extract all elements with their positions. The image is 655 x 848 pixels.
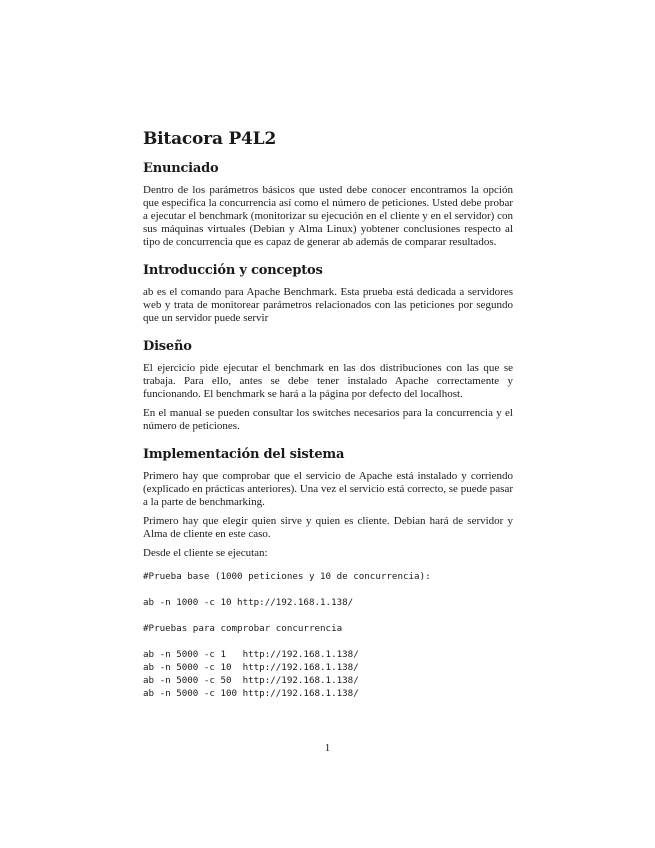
code-line: ab -n 5000 -c 50 http://192.168.1.138/ <box>143 675 359 686</box>
code-line: #Pruebas para comprobar concurrencia <box>143 623 343 634</box>
paragraph: Primero hay que elegir quien sirve y quien es cliente. Debian hará de servidor y Alma de cliente en este caso. <box>143 515 513 540</box>
section-heading: Diseño <box>143 339 192 354</box>
section-heading: Enunciado <box>143 161 219 176</box>
paragraph: En el manual se pueden consultar los switches necesarios para la concurrencia y el número de peticiones. <box>143 407 513 432</box>
paragraph: Desde el cliente se ejecutan: <box>143 547 268 559</box>
paragraph: El ejercicio pide ejecutar el benchmark en las dos distribuciones con las que se trabaja. Para ello, antes se debe tener instalado Apache correctamente y funcionando. El benchmark se hará a la página por defecto del localhost. <box>143 362 513 400</box>
paragraph: Primero hay que comprobar que el servicio de Apache está instalado y corriendo (explicado en prácticas anteriores). Una vez el servicio está correcto, se puede pasar a la parte de benchmarking. <box>143 470 513 508</box>
code-line <box>143 609 513 622</box>
section-introduccion <box>143 262 513 325</box>
section-heading: Implementación del sistema <box>143 447 345 462</box>
section-heading: Introducción y conceptos <box>143 263 323 278</box>
section-diseno <box>143 338 513 433</box>
code-line <box>143 635 513 648</box>
paragraph: Dentro de los parámetros básicos que usted debe conocer encontramos la opción que especifica la concurrencia así como el número de peticiones. Usted debe probar a ejecutar el benchmark (monitorizar su ejecución en el cliente y en el servidor) con sus máquinas virtuales (Debian y Alma Linux) yobtener conclusiones respecto al tipo de concurrencia que es capaz de generar ab además de comparar resultados. <box>143 184 513 248</box>
code-line: ab -n 5000 -c 100 http://192.168.1.138/ <box>143 688 359 699</box>
code-line <box>143 583 513 596</box>
code-line: ab -n 5000 -c 1 http://192.168.1.138/ <box>143 649 359 660</box>
code-line: ab -n 1000 -c 10 http://192.168.1.138/ <box>143 597 354 608</box>
code-line: ab -n 5000 -c 10 http://192.168.1.138/ <box>143 662 359 673</box>
section-implementacion <box>143 446 513 700</box>
code-block <box>143 570 513 700</box>
section-enunciado <box>143 160 513 249</box>
code-line: #Prueba base (1000 peticiones y 10 de concurrencia): <box>143 571 431 582</box>
document-page <box>143 128 513 713</box>
paragraph: ab es el comando para Apache Benchmark. Esta prueba está dedicada a servidores web y trata de monitorear parámetros relacionados con las peticiones por segundo que un servidor puede servir <box>143 286 513 324</box>
document-title: Bitacora P4L2 <box>143 129 277 149</box>
page-number: 1 <box>324 742 331 754</box>
